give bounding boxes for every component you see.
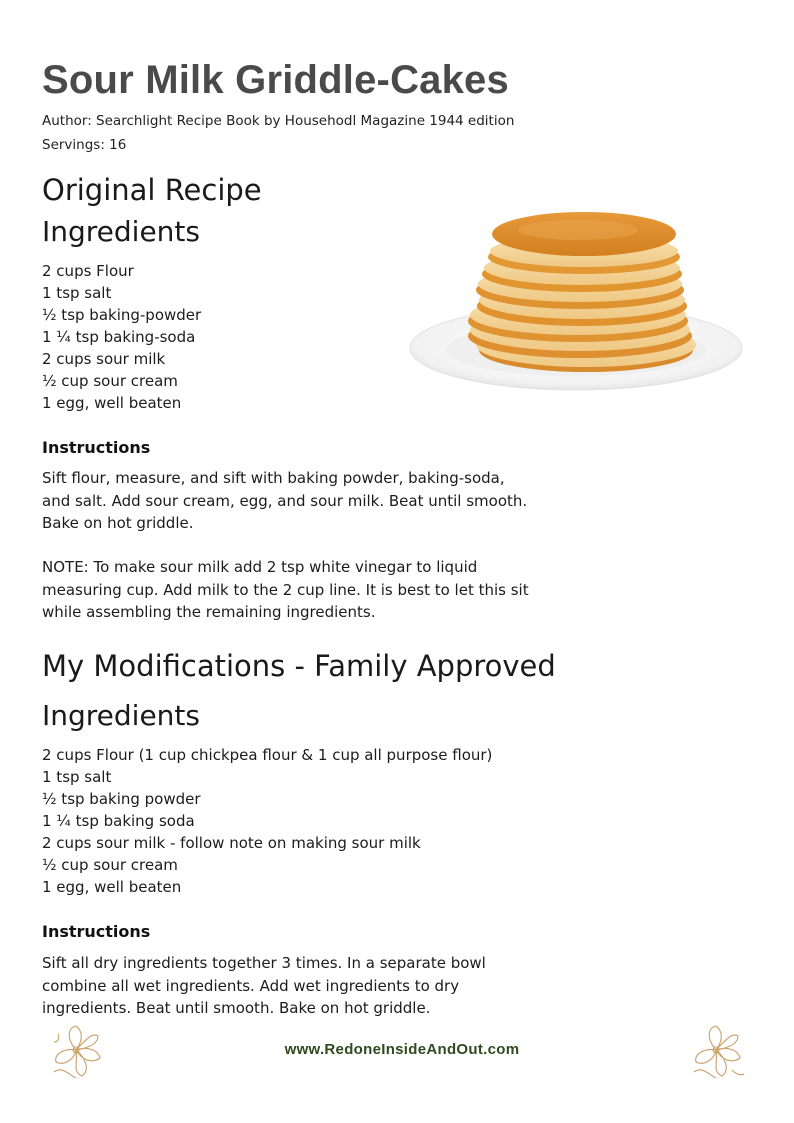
ingredient-item: ½ tsp baking powder: [42, 790, 201, 808]
ingredient-item: 1 ¼ tsp baking soda: [42, 812, 195, 830]
ingredient-item: ½ tsp baking-powder: [42, 306, 202, 324]
original-recipe-heading: Original Recipe: [42, 173, 262, 207]
ingredient-item: 2 cups Flour: [42, 262, 134, 280]
modified-instructions-heading: Instructions: [42, 922, 151, 941]
original-ingredients-list: [42, 260, 201, 414]
pancake-stack-image: [408, 200, 748, 395]
ingredient-item: ½ cup sour cream: [42, 856, 178, 874]
ingredient-item: 1 egg, well beaten: [42, 394, 182, 412]
ingredient-item: ½ cup sour cream: [42, 372, 178, 390]
modified-ingredients-list: [42, 744, 492, 898]
original-instructions-text: Sift flour, measure, and sift with baking powder, baking-soda, and salt. Add sour cream, egg, and sour milk. Beat until smooth. Bake on hot griddle.: [42, 469, 528, 532]
ingredient-item: 2 cups Flour (1 cup chickpea flour & 1 cup all purpose flour): [42, 746, 493, 764]
recipe-servings: Servings: 16: [42, 137, 127, 153]
modified-ingredients-heading: Ingredients: [42, 699, 200, 732]
ingredient-item: 1 tsp salt: [42, 284, 112, 302]
original-ingredients-heading: Ingredients: [42, 215, 200, 248]
ingredient-item: 1 ¼ tsp baking-soda: [42, 328, 196, 346]
flower-icon: [684, 1020, 748, 1084]
recipe-author: Author: Searchlight Recipe Book by Househodl Magazine 1944 edition: [42, 113, 515, 129]
ingredient-item: 1 egg, well beaten: [42, 878, 182, 896]
original-instructions-heading: Instructions: [42, 438, 151, 457]
recipe-title: Sour Milk Griddle-Cakes: [42, 58, 509, 102]
footer-website: www.RedoneInsideAndOut.com: [284, 1041, 520, 1058]
ingredient-item: 2 cups sour milk - follow note on making sour milk: [42, 834, 421, 852]
modifications-heading: My Modifications - Family Approved: [42, 649, 556, 683]
ingredient-item: 2 cups sour milk: [42, 350, 166, 368]
sour-milk-note: NOTE: To make sour milk add 2 tsp white vinegar to liquid measuring cup. Add milk to the 2 cup line. It is best to let this sit while assembling the remaining ingredients.: [42, 558, 529, 621]
modified-instructions-text: Sift all dry ingredients together 3 times. In a separate bowl combine all wet ingredients. Add wet ingredients to dry ingredients. Beat until smooth. Bake on hot griddle.: [42, 954, 486, 1017]
ingredient-item: 1 tsp salt: [42, 768, 112, 786]
